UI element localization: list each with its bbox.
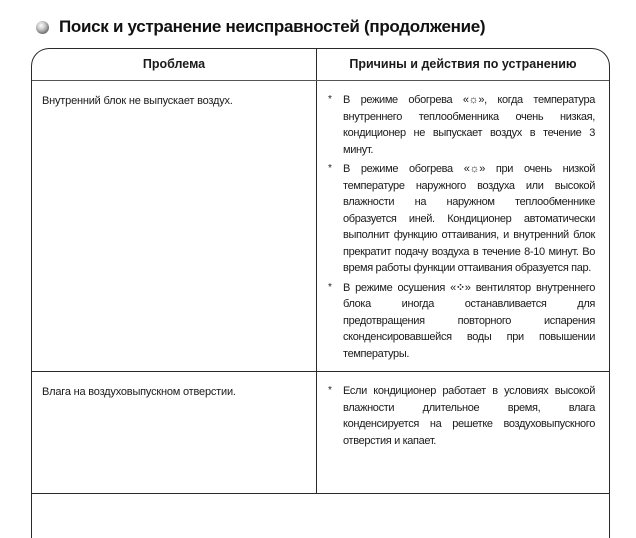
problem-cell: Влага на воздуховыпускном отверстии. [32, 372, 317, 493]
table-row [32, 372, 609, 494]
cause-item: * В режиме обогрева «☼» при очень низкой температуре наружного воздуха или высокой влажности на наружном теплообменнике образуется иней. Кондиционер автоматически выполнит функцию оттаивания, и внутренний блок прекратит подачу воздуха в течение 8-10 минут. Во время работы функции оттаивания образуется пар. [328, 163, 596, 274]
table-empty-row [32, 494, 609, 538]
causes-cell [317, 372, 609, 493]
column-header-causes: Причины и действия по устранению [349, 57, 577, 71]
sun-icon: ☼ [468, 94, 479, 106]
cause-item: * Если кондиционер работает в условиях высокой влажности длительное время, влага конденсируется на решетке воздуховыпускного отверстия и капает. [328, 385, 595, 447]
page-title: Поиск и устранение неисправностей (продолжение) [59, 17, 486, 36]
cause-item: * В режиме осушения «⁘» вентилятор внутреннего блока иногда останавливается для предотвращения повторного испарения сконденсировавшейся воды при повышении температуры. [328, 281, 595, 360]
causes-cell [317, 81, 609, 371]
bullet-star: * [328, 385, 332, 396]
troubleshooting-table [31, 48, 610, 538]
bullet-star: * [328, 94, 332, 105]
problem-cell: Внутренний блок не выпускает воздух. [32, 81, 317, 371]
column-header-problem: Проблема [32, 49, 317, 80]
bullet-star: * [328, 163, 332, 174]
bullet-star: * [328, 281, 332, 293]
table-header-row [32, 49, 609, 81]
sun-icon: ☼ [469, 163, 480, 175]
table-row [32, 81, 609, 372]
sphere-bullet-icon [36, 21, 49, 34]
cause-item: * В режиме обогрева «☼», когда температура внутреннего теплообменника очень низкая, кондиционер не выпускает воздух в течение 3 минут. [328, 94, 595, 156]
section-header [36, 17, 485, 37]
droplets-icon: ⁘ [455, 281, 465, 294]
